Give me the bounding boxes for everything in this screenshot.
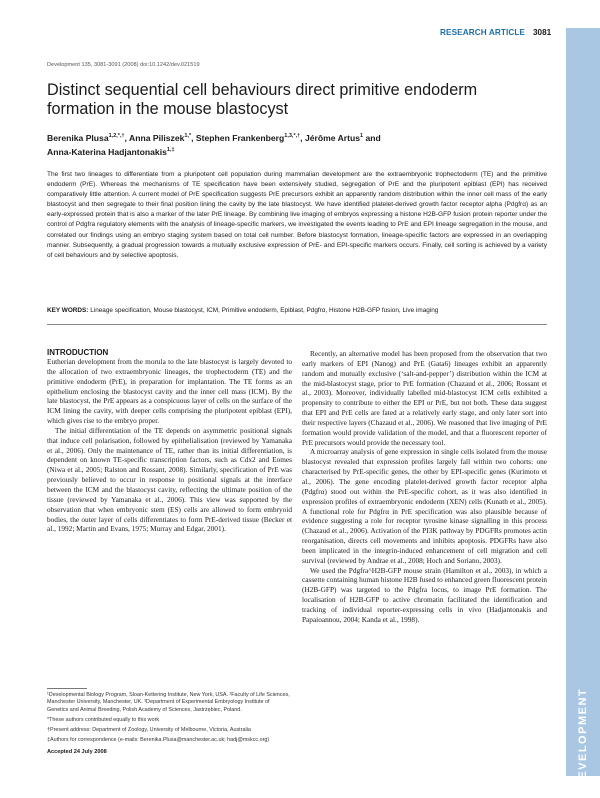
author-name: Stephen Frankenberg	[195, 132, 285, 143]
author-affiliation: 1,‡	[166, 147, 175, 154]
paragraph: Eutherian development from the morula to the late blastocyst is largely devoted to the allocation of two extraembryonic lineages, the trophectoderm (TE) and the primitive endoderm (PrE), in preparation for implantation. The TE forms as an epithelium enclosing the blastocyst cavity and the inner cell mass (ICM). By the late blastocyst, the PrE appears as a conspicuous layer of cells on the surface of the ICM lining the cavity, with deeper cells comprising the pluripotent epiblast (EPI), which gives rise to the embryo proper.	[47, 357, 292, 426]
article-type-label: RESEARCH ARTICLE	[440, 28, 525, 37]
paragraph: We used the Pdgfra^H2B-GFP mouse strain (Hamilton et al., 2003), in which a cassette containing human histone H2B fused to enhanced green fluorescent protein (H2B-GFP) was targeted to the Pdgfra locus, to image PrE formation. The localisation of H2B-GFP to active chromatin facilitated the identification and tracking of individual reporter-expressing cells in vivo (Hadjantonakis and Papaioannou, 2004; Kanda et al., 1998).	[302, 565, 547, 624]
journal-name: DEVELOPMENT	[577, 687, 589, 789]
paragraph: Recently, an alternative model has been proposed from the observation that two early markers of EPI (Nanog) and PrE (Gata6) lineages exhibit an apparently random and mutually exclusive (‘salt-and-pepper’) distribution within the ICM at the mid-blastocyst stage, prior to PrE formation (Chazaud et al., 2006; Rossant et al., 2003). Moreover, individually labelled mid-blastocyst ICM cells exhibited a propensity to contribute to either the EPI or PrE, but not both. These data suggest that EPI and PrE cells are fated at a relatively early stage, and only later sort into their respective layers (Chazaud et al., 2006). We reasoned that live imaging of PrE formation would provide validation of the model, and that a fluorescent reporter of PrE precursors would provide the necessary tool.	[302, 349, 547, 447]
footnote: ‡Authors for correspondence (e-mails: Berenika.Plusa@manchester.ac.uk; hadj@mskcc.org)	[47, 737, 270, 744]
body-column-right	[302, 349, 547, 625]
footnote: †Present address: Department of Zoology, University of Melbourne, Victoria, Australia	[47, 727, 251, 734]
author-affiliation: 1	[360, 133, 364, 139]
section-heading: INTRODUCTION	[47, 348, 109, 357]
citation-line: Development 135, 3081-3091 (2008) doi:10.1242/dev.021519	[47, 62, 200, 68]
author-name: Jérôme Artus	[304, 132, 361, 143]
author-list: Berenika Plusa$^{1,2,*,\dagger}$, Anna Piliszek$^{1,*}$, Stephen Frankenberg$^{1,3,*,\dagger}$, Jérôme Artus$^1$ and Anna-Katerina Hadjantonakis$^{1,\ddagger}$	[47, 132, 381, 158]
accepted-date: Accepted 24 July 2008	[47, 749, 107, 755]
keywords	[47, 306, 547, 315]
body-column-left	[47, 357, 292, 534]
footnote: *These authors contributed equally to this work	[47, 716, 160, 723]
paragraph: A microarray analysis of gene expression in single cells isolated from the mouse blastocyst revealed that expression profiles largely fall within two cohorts: one characterised by PrE-specific genes, the other by EPI-specific genes (Kurimoto et al., 2006). The gene encoding platelet-derived growth factor receptor alpha (Pdgfrα) stood out within the PrE-specific cohort, as it was also identified in expression profiles of extraembryonic endoderm (XEN) cells (Kunath et al., 2005). A functional role for Pdgfrα in PrE specification was also plausible because of evidence suggesting a role for receptor tyrosine kinase signalling in this process (Chazaud et al., 2006). Activation of the PI3K pathway by PDGFRs promotes actin reorganisation, directs cell movements and inhibits apoptosis. PDGFRs have also been implicated in the integrin-induced enhancement of cell migration and cell survival (reviewed by Andrae et al., 2008; Hoch and Soriano, 2003).	[302, 447, 547, 565]
journal-side-tab	[566, 28, 600, 789]
footnotes	[47, 692, 292, 748]
abstract: The first two lineages to differentiate from a pluripotent cell population during mammalian development are the extraembryonic trophectoderm (TE) and the primitive endoderm (PrE). Whereas the mechanisms of TE specification have been extensively studied, segregation of PrE and the pluripotent epiblast (EPI) has received comparatively little attention. A current model of PrE specification suggests PrE precursors exhibit an apparently random distribution within the inner cell mass of the early blastocyst and then segregate to their final position lining the cavity by the late blastocyst. We have identified platelet-derived growth factor receptor alpha (Pdgfrα) as an early-expressed protein that is also a marker of the later PrE lineage. By combining live imaging of embryos expressing a histone H2B-GFP fusion protein reporter under the control of Pdgfra regulatory elements with the analysis of lineage-specific markers, we investigated the events leading to PrE and EPI lineage segregation in the mouse, and correlated our findings using an embryo staging system based on total cell number. Before blastocyst formation, lineage-specific factors are expressed in an overlapping manner. Subsequently, a gradual progression towards a mutually exclusive expression of PrE- and EPI-specific markers occurs. Finally, cell sorting is achieved by a variety of cell behaviours and by selective apoptosis.	[47, 171, 547, 259]
footnote-divider	[47, 688, 87, 689]
author-affiliation: 1,2,*,†	[108, 133, 125, 139]
paragraph: The initial differentiation of the TE depends on asymmetric positional signals that induce cell polarisation, followed by epithelialisation (reviewed by Yamanaka et al., 2006). Only the maintenance of TE, rather than its initial differentiation, is dependent on known TE-specific transcription factors, such as Cdx2 and Eomes (Niwa et al., 2005; Ralston and Rossant, 2008). Similarly, specification of PrE was previously believed to occur in response to positional signals at the interface between the ICM and the blastocyst cavity, reflecting the ultimate position of the tissue (reviewed by Yamanaka et al., 2006). This view was supported by the observation that when embryonic stem (ES) cells are allowed to form embryoid bodies, the outer layer of cells differentiates to form PrE-derived tissue (Becker et al., 1992; Martin and Evans, 1975; Murray and Edgar, 2001).	[47, 425, 292, 534]
section-divider	[47, 324, 547, 325]
page-number: 3081	[533, 28, 552, 37]
author-name: Anna-Katerina Hadjantonakis	[47, 147, 167, 158]
keywords-text: Lineage specification, Mouse blastocyst, ICM, Primitive endoderm, Epiblast, Pdgfrα, Histone H2B-GFP fusion, Live imaging	[90, 307, 439, 314]
footnote: ¹Developmental Biology Program, Sloan-Kettering Institute, New York, USA. ²Faculty of Life Sciences, Manchester University, Manchester, UK. ³Department of Experimental Embryology Institute of Genetics and Animal Breeding, Polish Academy of Sciences, Jastrzębiec, Poland.	[47, 692, 290, 713]
author-name: Berenika Plusa	[47, 132, 109, 143]
keywords-label: KEY WORDS:	[47, 307, 89, 314]
author-name: Anna Piliszek	[129, 132, 185, 143]
author-affiliation: 1,3,*,†	[284, 133, 301, 139]
author-affiliation: 1,*	[184, 133, 192, 139]
article-title: Distinct sequential cell behaviours direct primitive endoderm formation in the mouse blastocyst	[47, 81, 478, 118]
